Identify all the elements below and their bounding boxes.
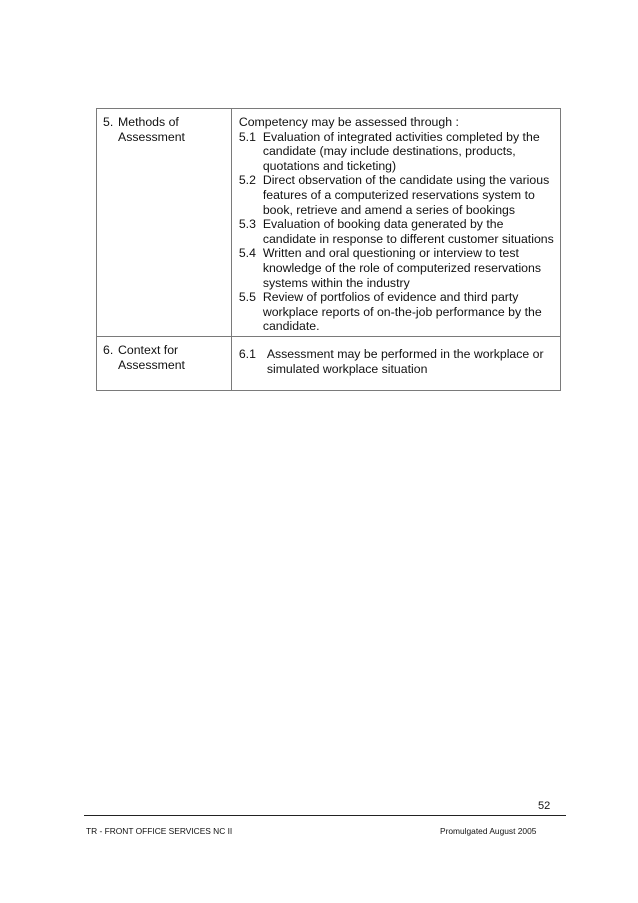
item-text: Direct observation of the candidate using the various features of a computerized reservations system to book, retrieve and amend a series of bookings — [262, 173, 550, 217]
item-number: 5.4 — [238, 246, 256, 261]
row-number: 5. — [103, 115, 114, 129]
list-item — [239, 290, 556, 334]
footer-divider — [84, 815, 566, 816]
row-number: 6. — [103, 342, 114, 357]
table-row — [97, 109, 561, 337]
item-number: 5.2 — [238, 173, 256, 188]
row-content-cell — [231, 336, 560, 390]
list-item — [239, 173, 556, 217]
footer-promulgation-date: Promulgated August 2005 — [440, 826, 537, 836]
row-label-line2: Assessment — [118, 129, 185, 144]
footer-document-title: TR - FRONT OFFICE SERVICES NC II — [86, 826, 233, 836]
row-label-line1: Methods of — [118, 115, 179, 129]
assessment-table — [96, 108, 561, 391]
table-row — [97, 336, 561, 390]
item-number: 5.3 — [238, 217, 256, 232]
item-text: Assessment may be performed in the workplace or simulated workplace situation — [266, 346, 544, 376]
item-text: Written and oral questioning or interview to test knowledge of the role of computerized reservations systems within the industry — [262, 246, 542, 290]
item-text: Evaluation of booking data generated by the candidate in response to different customer situations — [262, 217, 554, 246]
row-content-cell — [231, 109, 560, 337]
item-number: 6.1 — [238, 346, 256, 361]
list-item — [239, 347, 556, 376]
row-label-line1: Context for — [118, 342, 179, 357]
page-number: 52 — [538, 800, 551, 812]
row-label-cell — [97, 109, 232, 337]
item-text: Evaluation of integrated activities completed by the candidate (may include destinations, products, quotations and ticketing) — [262, 129, 540, 173]
list-item — [239, 246, 556, 290]
item-number: 5.1 — [238, 129, 256, 144]
item-number: 5.5 — [238, 290, 256, 305]
item-text: Review of portfolios of evidence and third party workplace reports of on-the-job performance by the candidate. — [262, 290, 542, 334]
list-item — [239, 130, 556, 174]
row-label-cell — [97, 336, 232, 390]
row-label-line2: Assessment — [118, 357, 185, 372]
list-item — [239, 217, 556, 246]
intro-text: Competency may be assessed through : — [238, 115, 459, 129]
